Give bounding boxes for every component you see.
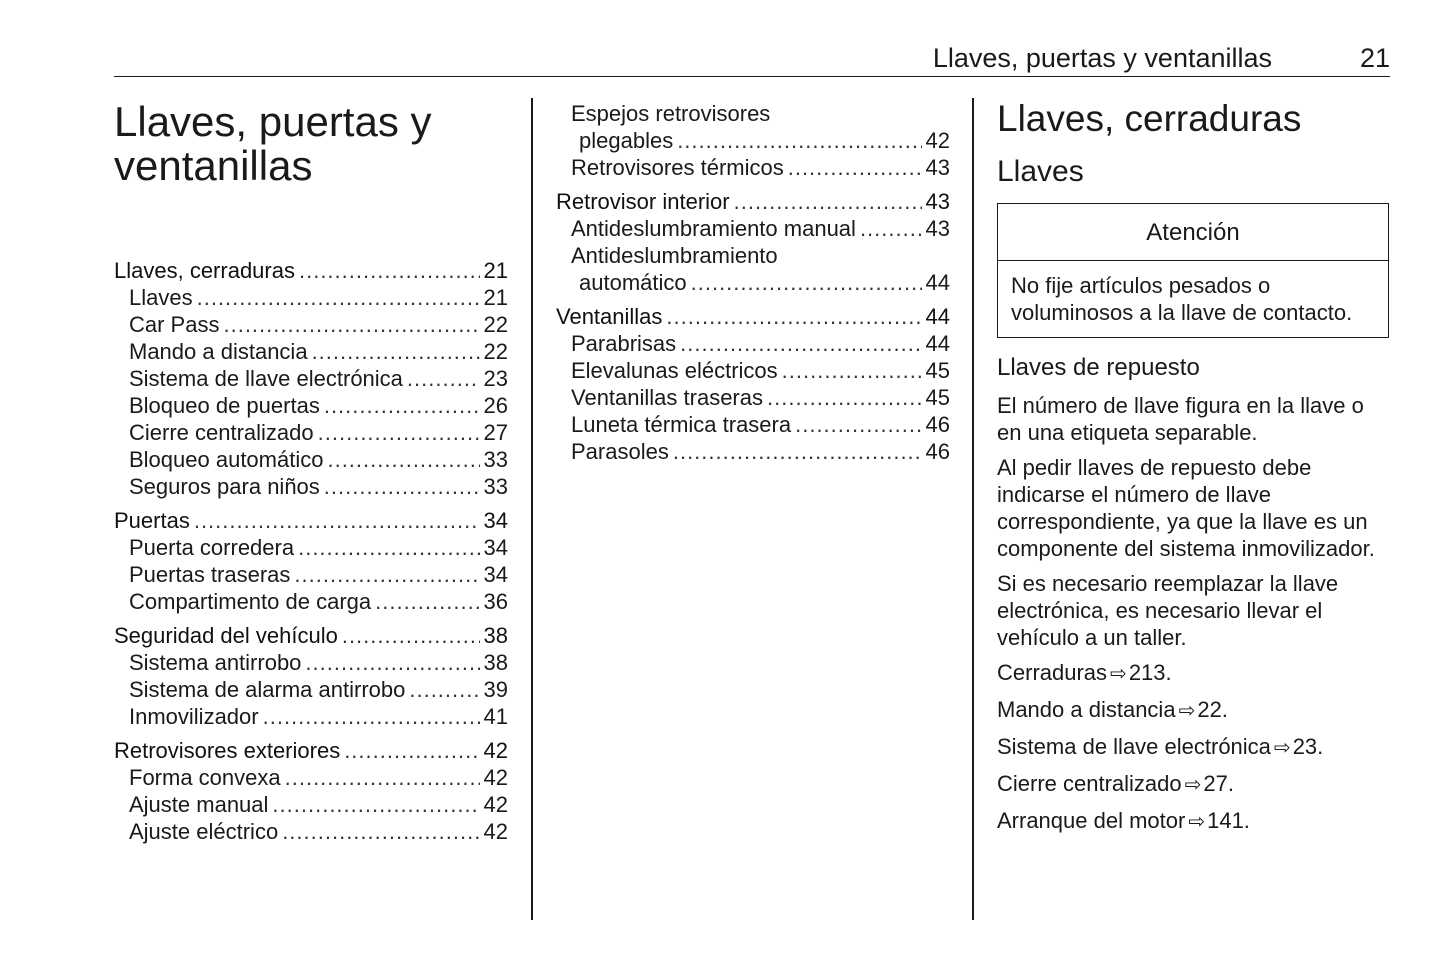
toc-middle [556,100,950,472]
running-header [114,40,1390,77]
toc-entry[interactable]: Llaves ..... 21 [114,284,508,311]
toc-entry[interactable]: Parabrisas ..... 44 [556,330,950,357]
toc-left [114,257,508,852]
cross-reference-page: 213. [1128,660,1172,685]
toc-entry[interactable]: Sistema de alarma antirrobo ..... 39 [114,676,508,703]
spare-keys-heading: Llaves de repuesto [997,354,1200,381]
toc-entry[interactable]: Cierre centralizado ..... 27 [114,419,508,446]
toc-entry[interactable]: Mando a distancia ..... 22 [114,338,508,365]
toc-entry[interactable]: Forma convexa ..... 42 [114,764,508,791]
cross-reference-label: Arranque del motor [997,808,1186,833]
toc-entry[interactable]: Elevalunas eléctricos ..... 45 [556,357,950,384]
cross-reference[interactable] [997,659,1391,688]
toc-entry[interactable]: Compartimento de carga ..... 36 [114,588,508,615]
toc-entry-main[interactable]: Retrovisores exteriores ..... 42 [114,737,508,764]
subsection-title: Llaves [997,155,1084,188]
toc-entry-main[interactable]: Retrovisor interior ..... 43 [556,188,950,215]
toc-group [114,257,508,500]
content-column [997,96,1391,836]
toc-entry[interactable]: Car Pass ..... 22 [114,311,508,338]
cross-reference[interactable] [997,733,1391,762]
toc-entry[interactable]: Sistema de llave electrónica ..... 23 [114,365,508,392]
cross-reference-label: Mando a distancia [997,697,1176,722]
arrow-right-outline-icon: ⇨ [1273,737,1291,759]
toc-entry[interactable]: Parasoles ..... 46 [556,438,950,465]
toc-group [556,303,950,465]
toc-entry[interactable]: Puerta corredera ..... 34 [114,534,508,561]
paragraph: El número de llave figura en la llave o en una etiqueta separable. [997,393,1364,445]
notice-heading: Atención [998,204,1388,261]
arrow-right-outline-icon: ⇨ [1188,811,1206,833]
toc-entry[interactable]: Antideslumbramiento manual ..... 43 [556,215,950,242]
toc-entry[interactable]: Puertas traseras ..... 34 [114,561,508,588]
toc-entry-main[interactable]: Seguridad del vehículo ..... 38 [114,622,508,649]
toc-group [556,188,950,296]
arrow-right-outline-icon: ⇨ [1184,774,1202,796]
toc-entry[interactable]: Sistema antirrobo ..... 38 [114,649,508,676]
toc-entry[interactable]: Ventanillas traseras ..... 45 [556,384,950,411]
toc-entry[interactable]: plegables ..... 42 [556,127,950,154]
notice-text: No fije artículos pesados o voluminosos a la llave de contacto. [1011,273,1353,325]
cross-reference-page: 141. [1207,808,1250,833]
page-number: 21 [1359,43,1390,73]
paragraph: Al pedir llaves de repuesto debe indicarse el número de llave correspondiente, ya que la llave es un componente del sistema inmovilizador. [997,455,1375,561]
toc-entry[interactable]: Retrovisores térmicos ..... 43 [556,154,950,181]
cross-reference-page: 22. [1197,697,1228,722]
toc-entry[interactable]: Bloqueo de puertas ..... 26 [114,392,508,419]
cross-reference-label: Cierre centralizado [997,771,1182,796]
toc-entry-main[interactable]: Puertas ..... 34 [114,507,508,534]
cross-reference-label: Cerraduras [997,660,1108,685]
column-divider-left [531,98,533,920]
toc-entry[interactable]: Ajuste manual ..... 42 [114,791,508,818]
chapter-title: Llaves, puertas y ventanillas [114,98,432,189]
toc-group [114,622,508,730]
toc-entry-line[interactable]: Antideslumbramiento [571,243,778,268]
notice-box [997,203,1389,338]
cross-reference[interactable] [997,807,1391,836]
arrow-right-outline-icon: ⇨ [1178,700,1196,722]
toc-entry[interactable]: Ajuste eléctrico ..... 42 [114,818,508,845]
toc-entry-main[interactable]: Ventanillas ..... 44 [556,303,950,330]
cross-reference-label: Sistema de llave electrónica [997,734,1271,759]
toc-entry[interactable]: automático ..... 44 [556,269,950,296]
toc-entry-main[interactable]: Llaves, cerraduras ..... 21 [114,257,508,284]
cross-reference-page: 27. [1203,771,1234,796]
running-title: Llaves, puertas y ventanillas [932,43,1272,73]
column-divider-right [972,98,974,920]
toc-entry[interactable]: Luneta térmica trasera ..... 46 [556,411,950,438]
toc-group [114,507,508,615]
cross-reference-page: 23. [1292,734,1324,759]
toc-entry[interactable]: Bloqueo automático ..... 33 [114,446,508,473]
arrow-right-outline-icon: ⇨ [1110,663,1127,685]
toc-entry[interactable]: Inmovilizador ..... 41 [114,703,508,730]
cross-reference[interactable] [997,770,1391,799]
toc-group [114,737,508,845]
section-title: Llaves, cerraduras [997,98,1302,139]
paragraph: Si es necesario reemplazar la llave electrónica, es necesario llevar el vehículo a un taller. [997,571,1339,650]
toc-entry[interactable]: Seguros para niños ..... 33 [114,473,508,500]
toc-group [556,100,950,181]
toc-entry-line[interactable]: Espejos retrovisores [571,101,771,126]
cross-reference[interactable] [997,696,1391,725]
